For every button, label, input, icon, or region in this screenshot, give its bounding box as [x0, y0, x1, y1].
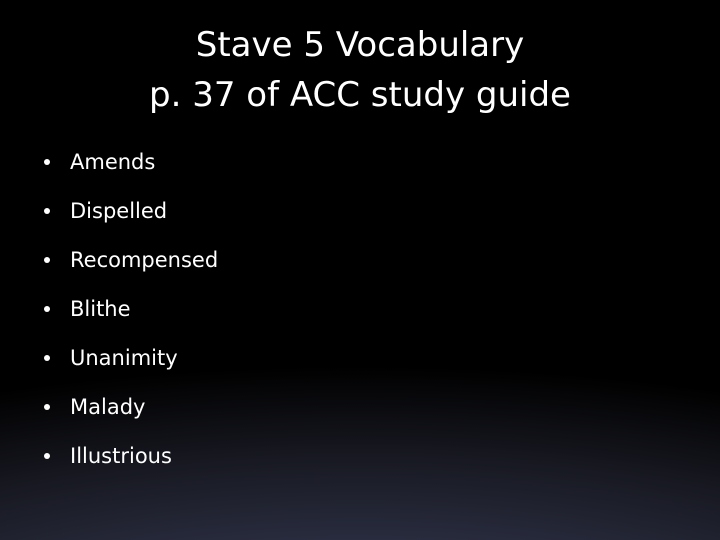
- title-line-1: Stave 5 Vocabulary: [195, 25, 525, 65]
- vocabulary-list: [44, 137, 218, 480]
- bullet-icon: [44, 404, 50, 410]
- bullet-icon: [44, 355, 50, 361]
- list-item: [44, 137, 218, 186]
- bullet-icon: [44, 208, 50, 214]
- vocab-word: Recompensed: [70, 247, 219, 272]
- list-item: [44, 284, 218, 333]
- vocab-word: Unanimity: [70, 345, 178, 370]
- list-item: [44, 333, 218, 382]
- bullet-icon: [44, 306, 50, 312]
- bullet-icon: [44, 453, 50, 459]
- list-item: [44, 431, 218, 480]
- list-item: [44, 235, 218, 284]
- vocab-word: Dispelled: [70, 198, 168, 223]
- bullet-icon: [44, 159, 50, 165]
- vocab-word: Illustrious: [70, 443, 172, 468]
- vocab-word: Amends: [70, 149, 156, 174]
- vocab-word: Blithe: [70, 296, 131, 321]
- slide-title: [0, 20, 720, 120]
- title-line-2: p. 37 of ACC study guide: [149, 75, 571, 115]
- list-item: [44, 382, 218, 431]
- list-item: [44, 186, 218, 235]
- vocab-word: Malady: [70, 394, 146, 419]
- bullet-icon: [44, 257, 50, 263]
